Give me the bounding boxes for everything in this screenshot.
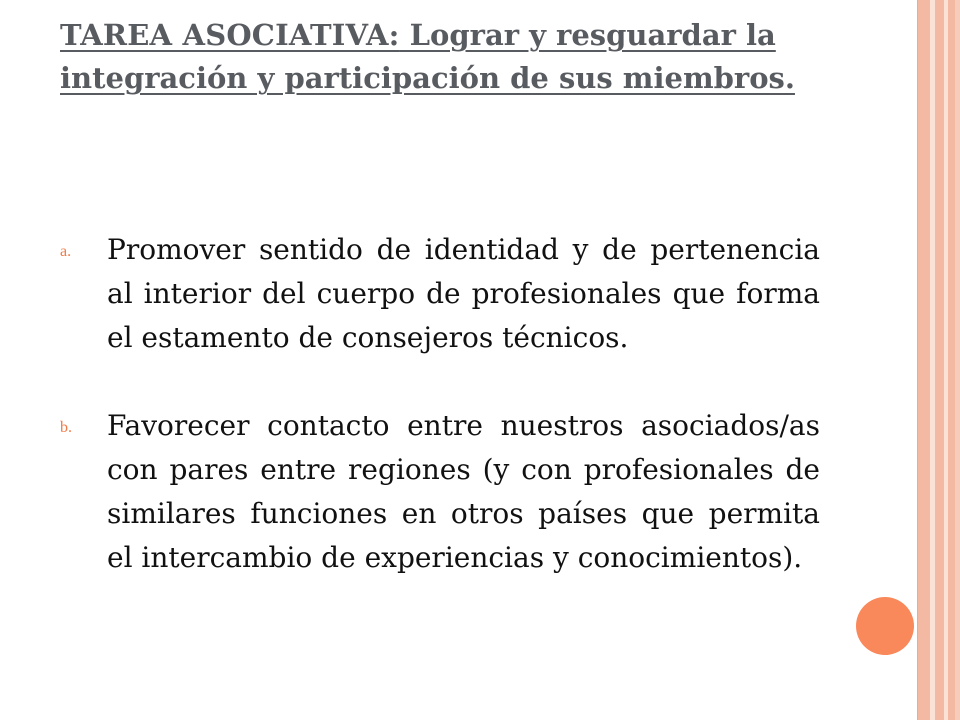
stripe-edge bbox=[955, 0, 960, 720]
list-marker-b: b. bbox=[60, 419, 72, 436]
stripe-highlight bbox=[930, 0, 935, 720]
list-item-text-b: Favorecer contacto entre nuestros asociados/as con pares entre regiones (y con profesionales de similares funciones en otros países que permita el intercambio de experiencias y conocimientos). bbox=[107, 409, 820, 574]
title-label: TAREA ASOCIATIVA: bbox=[60, 18, 400, 52]
stripe-highlight-2 bbox=[944, 0, 948, 720]
slide-title bbox=[60, 14, 840, 100]
list-item-b bbox=[60, 404, 820, 580]
list-item-a bbox=[60, 228, 820, 360]
accent-circle bbox=[856, 597, 914, 655]
list-marker-a: a. bbox=[60, 243, 72, 260]
stripe-border bbox=[917, 0, 918, 720]
list-item-text-a: Promover sentido de identidad y de pertenencia al interior del cuerpo de profesionales que forma el estamento de consejeros técnicos. bbox=[107, 233, 820, 354]
title-text: Lograr y resguardar la integración y participación de sus miembros. bbox=[60, 18, 795, 95]
decorative-stripe bbox=[918, 0, 960, 720]
content-list bbox=[60, 228, 820, 624]
